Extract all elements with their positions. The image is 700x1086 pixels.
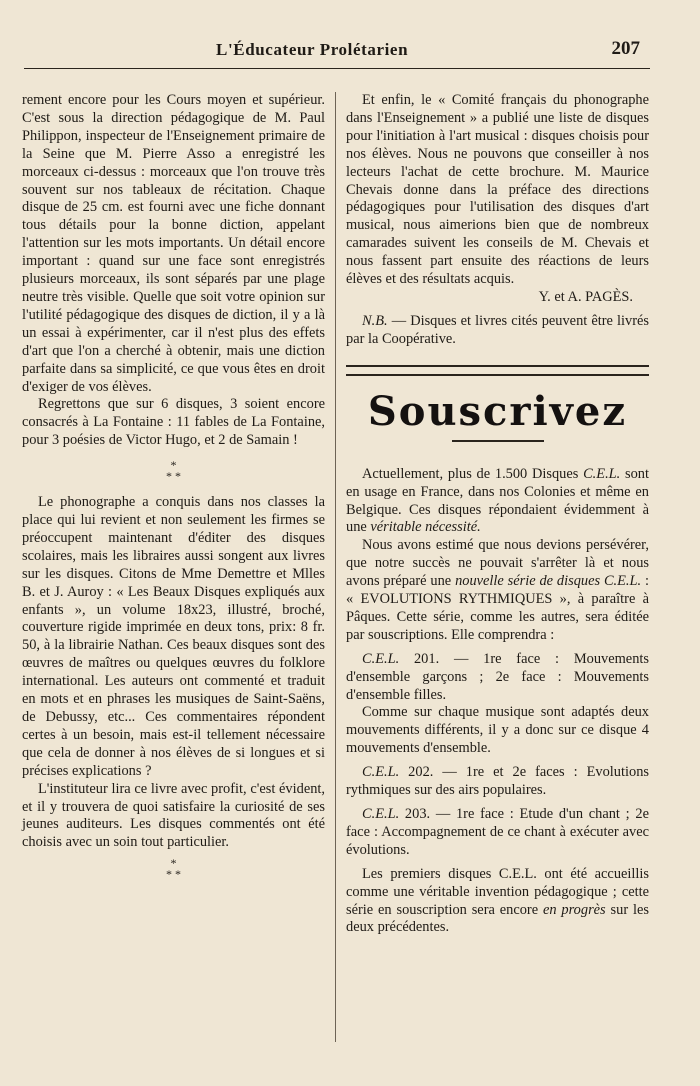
disc-code: C.E.L.	[362, 764, 400, 781]
journal-title: L'Éducateur Prolétarien	[216, 40, 409, 59]
text: sont en usage en France, dans nos Colonies et même en Belgique. Ces disques répondaient évidemment à une	[346, 465, 649, 536]
asterisk: *	[170, 458, 177, 473]
text: sur les deux précédentes.	[346, 901, 649, 936]
left-column	[22, 92, 325, 892]
subscribe-heading: Souscrivez	[367, 387, 628, 435]
paragraph	[346, 866, 649, 938]
asterisk: *	[170, 856, 177, 871]
paragraph: Regrettons que sur 6 disques, 3 soient encore consacrés à La Fontaine : 11 fables de La Fontaine, pour 3 poésies de Victor Hugo, et 2 de Samain !	[22, 396, 325, 449]
paragraph	[346, 537, 649, 644]
right-column	[346, 92, 649, 937]
paragraph: Et enfin, le « Comité français du phonographe dans l'Enseignement » a publié une liste de disques pour l'initiation à l'art musical : disques choisis pour nos élèves. Nous ne pouvons que conseiller à nos lecteurs l'achat de cette brochure. M. Maurice Chevais donne dans la préface des directions pédagogiques pour l'utilisation des disques d'art musical, nous aimerions bien que de nombreux camarades suivent les conseils de M. Chevais et nous fassent part ensuite des réactions de leurs élèves et des résultats acquis.	[346, 92, 649, 288]
text: Les premiers disques C.E.L. ont été accueillis comme une véritable invention pédagogique ; cette série en souscription sera encore	[346, 865, 649, 918]
heading-underline	[452, 440, 544, 442]
disc-entry	[346, 764, 649, 800]
asterisks: * *	[166, 867, 181, 882]
paragraph: Le phonographe a conquis dans nos classes la place qui lui revient et non seulement les firmes se préoccupent maintenant d'éditer des disques scolaires, mais les libraires aussi songent aux livres sur les disques. Citons de Mme Demettre et Mlles B. et J. Auroy : « Les Beaux Disques expliqués aux enfants », un volume 18x23, illustré, broché, couverture rigide imprimée en deux tons, prix: 8 fr. 50, à la librairie Nathan. Ces beaux disques sont des œuvres de maîtres ou quelques œuvres du folklore international. Les auteurs ont commenté et traduit en mots et en phrases les musiques de Saint-Saëns, de Debussy, etc... Ces commentaires répondent certes à un besoin, mais est-il tellement nécessaire que cela de donner à nos élèves de si longues et si précises explications ?	[22, 494, 325, 779]
disc-text: 201. — 1re face : Mouvements d'ensemble garçons ; 2e face : Mouvements d'ensemble filles.	[346, 650, 649, 703]
nb-text: — Disques et livres cités peuvent être livrés par la Coopérative.	[346, 312, 649, 347]
paragraph: L'instituteur lira ce livre avec profit, c'est évident, et il y trouvera de quoi satisfaire la curiosité de ses jeunes auditeurs. Les disques commentés ont été choisis avec un soin tout particulier.	[22, 780, 325, 851]
text: : « EVOLUTIONS RYTHMIQUES », à paraître à Pâques. Cette série, comme les autres, sera éditée par souscriptions. Elle comprendra :	[346, 573, 649, 643]
running-header	[24, 38, 650, 69]
emphasis: véritable nécessité.	[370, 519, 481, 536]
nb-label: N.B.	[362, 312, 388, 329]
disc-code: C.E.L.	[362, 650, 400, 667]
disc-text: 203. — 1re face : Etude d'un chant ; 2e face : Accompagnement de ce chant à exécuter avec évolutions.	[346, 806, 649, 858]
paragraph	[346, 466, 649, 538]
disc-text: 202. — 1re et 2e faces : Evolutions rythmiques sur des airs populaires.	[346, 764, 649, 799]
disc-entry	[346, 806, 649, 860]
double-rule	[346, 365, 649, 376]
emphasis: en progrès	[542, 901, 606, 918]
cel-abbrev: C.E.L.	[583, 465, 621, 482]
disc-code: C.E.L.	[362, 806, 400, 822]
text: Actuellement, plus de 1.500 Disques	[362, 465, 584, 482]
nb-note	[346, 313, 649, 349]
text: Nous avons estimé que nous devions persévérer, que notre succès ne pouvait s'arrêter là et nous avons préparé une	[346, 537, 649, 590]
disc-entry	[346, 651, 649, 705]
asterisks: * *	[166, 469, 181, 484]
page-number: 207	[611, 38, 640, 59]
paragraph: rement encore pour les Cours moyen et supérieur. C'est sous la direction pédagogique de M. Paul Philippon, inspecteur de l'Enseignement primaire de la Seine que M. Pierre Asso a enregistré les morceaux ci-dessus : morceaux que l'on trouve très souvent sur nos tableaux de récitation. Chaque disque de 25 cm. est fourni avec une fiche donnant tous détails pour la bonne diction, appelant l'attention sur les mots importants. Un détail encore important : quand sur une face sont enregistrés plusieurs morceaux, ils sont séparés par une plage neutre très visible. Quelle que soit votre opinion sur l'utilité pédagogique des disques de diction, il y a là un essai à expérimenter, car il n'est plus des effets d'art que l'on a cherché à obtenir, mais une diction parfaite dans sa simplicité, ce que vous êtes en droit d'exiger de vos élèves.	[22, 92, 325, 395]
section-separator	[22, 858, 325, 880]
emphasis: nouvelle série de disques C.E.L.	[455, 573, 642, 590]
signature: Y. et A. PAGÈS.	[538, 288, 633, 305]
column-divider	[335, 92, 336, 1042]
section-separator	[22, 460, 325, 482]
paragraph: Comme sur chaque musique sont adaptés deux mouvements différents, il y a donc sur ce disque 4 mouvements d'ensemble.	[346, 704, 649, 757]
